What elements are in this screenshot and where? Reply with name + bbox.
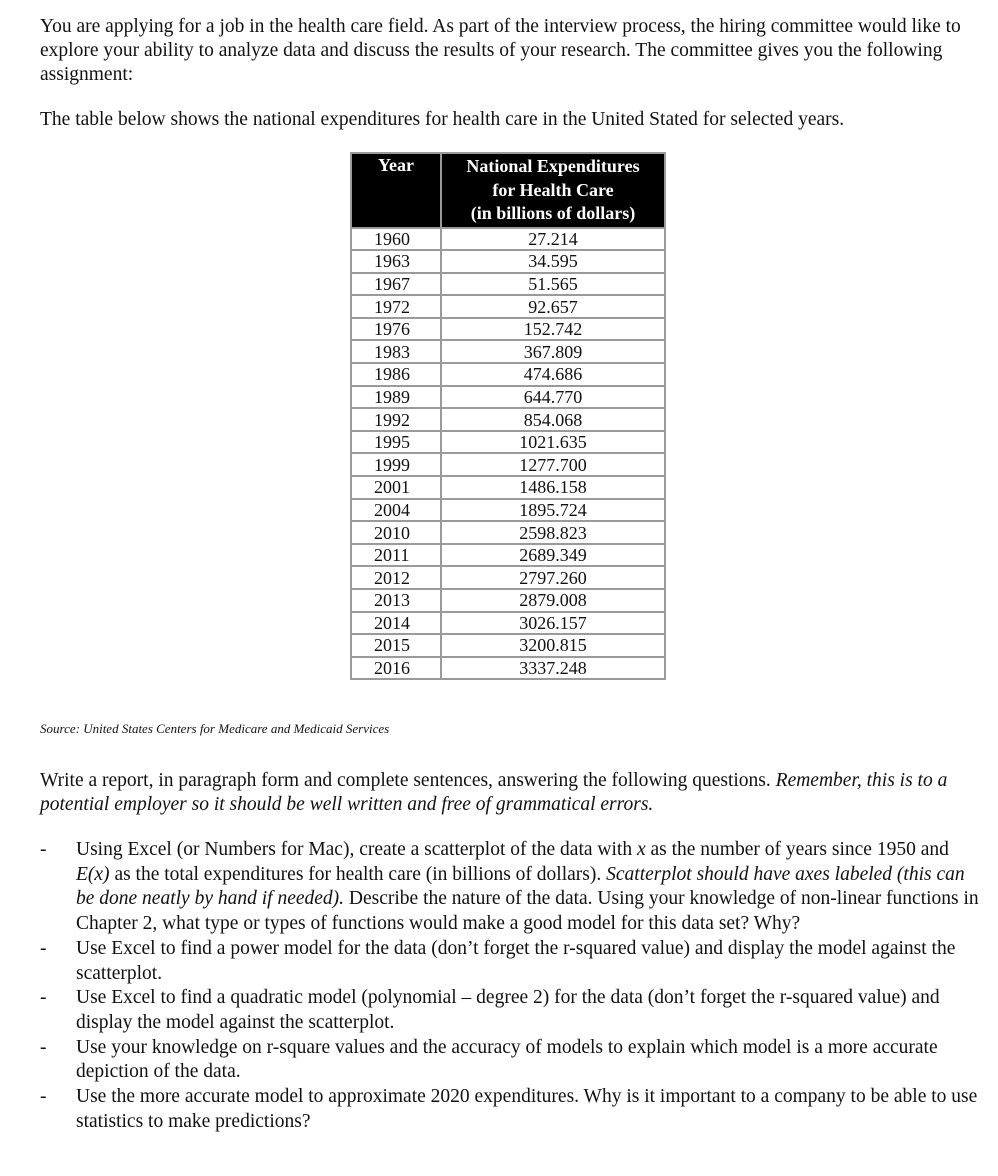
variable-e-of-x: E(x) (76, 863, 110, 885)
year-cell: 2011 (351, 544, 441, 567)
table-row (351, 634, 665, 657)
table-row (351, 544, 665, 567)
table-row (351, 612, 665, 635)
question-text: Use Excel to find a quadratic model (polynomial – degree 2) for the data (don’t forget the r-squared value) and display the model against the scatterplot. (76, 987, 940, 1033)
expenditure-cell: 2797.260 (441, 566, 665, 589)
year-cell: 2013 (351, 589, 441, 612)
table-row (351, 453, 665, 476)
list-item (40, 1085, 980, 1134)
expenditure-cell: 3200.815 (441, 634, 665, 657)
expenditure-cell: 367.809 (441, 340, 665, 363)
year-cell: 1960 (351, 228, 441, 251)
table-row (351, 589, 665, 612)
intro-paragraph: You are applying for a job in the health care field. As part of the interview process, the hiring committee would like to explore your ability to analyze data and discuss the results of your research. The committee gives you the following assignment: (40, 16, 961, 85)
year-cell: 1976 (351, 318, 441, 341)
expenditure-cell: 474.686 (441, 363, 665, 386)
list-item (40, 838, 980, 937)
table-row (351, 408, 665, 431)
table-row (351, 476, 665, 499)
table-header-row (351, 153, 665, 228)
expenditures-header-line: National Expenditures (466, 156, 640, 176)
expenditure-cell: 1021.635 (441, 431, 665, 454)
year-cell: 1992 (351, 408, 441, 431)
year-cell: 2012 (351, 566, 441, 589)
year-cell: 1989 (351, 386, 441, 409)
table-row (351, 431, 665, 454)
year-cell: 1963 (351, 250, 441, 273)
list-dash: - (40, 839, 47, 860)
question-text: Use your knowledge on r-square values and the accuracy of models to explain which model is a more accurate depiction of the data. (76, 1036, 938, 1083)
list-dash: - (40, 937, 47, 959)
question-text: as the number of years since 1950 and (645, 839, 949, 860)
source-citation: Source: United States Centers for Medicare and Medicaid Services (40, 721, 390, 736)
expenditure-cell: 2598.823 (441, 521, 665, 544)
year-cell: 2010 (351, 521, 441, 544)
list-item (40, 1036, 980, 1085)
table-row (351, 566, 665, 589)
expenditure-cell: 2879.008 (441, 589, 665, 612)
report-instructions-text: Write a report, in paragraph form and complete sentences, answering the following questions. (40, 770, 776, 791)
year-column-header: Year (351, 153, 441, 228)
year-cell: 2015 (351, 634, 441, 657)
table-row (351, 250, 665, 273)
expenditure-cell: 1895.724 (441, 499, 665, 522)
expenditure-cell: 51.565 (441, 273, 665, 296)
expenditure-cell: 1486.158 (441, 476, 665, 499)
expenditure-cell: 34.595 (441, 250, 665, 273)
table-row (351, 318, 665, 341)
table-row (351, 295, 665, 318)
expenditures-header-line: (in billions of dollars) (470, 203, 636, 223)
list-item (40, 986, 980, 1035)
year-cell: 1999 (351, 453, 441, 476)
expenditures-column-header (441, 153, 665, 228)
year-cell: 2001 (351, 476, 441, 499)
question-list (40, 838, 980, 1134)
question-text: as the total expenditures for health care (in billions of dollars). (109, 863, 607, 885)
table-lead-sentence: The table below shows the national expenditures for health care in the United Stated for selected years. (40, 109, 845, 130)
expenditure-cell: 854.068 (441, 408, 665, 431)
expenditure-cell: 92.657 (441, 295, 665, 318)
year-cell: 1972 (351, 295, 441, 318)
year-cell: 2004 (351, 499, 441, 522)
expenditure-cell: 27.214 (441, 228, 665, 251)
table-row (351, 657, 665, 680)
expenditure-cell: 1277.700 (441, 453, 665, 476)
report-instructions-emphasis: Remember, this is to a potential employer so it should be well written and free of grammatical errors. (40, 770, 948, 815)
table-row (351, 340, 665, 363)
list-dash: - (40, 1036, 47, 1058)
report-instructions (40, 769, 980, 817)
question-text: Using Excel (or Numbers for Mac), create a scatterplot of the data with (76, 839, 637, 860)
table-row (351, 521, 665, 544)
expenditure-cell: 644.770 (441, 386, 665, 409)
year-cell: 2014 (351, 612, 441, 635)
table-row (351, 499, 665, 522)
year-cell: 2016 (351, 657, 441, 680)
year-cell: 1967 (351, 273, 441, 296)
table-row (351, 273, 665, 296)
question-text: Describe the nature of the data. Using your knowledge of non-linear functions in Chapter 2, what type or types of functions would make a good model for this data set? Why? (76, 888, 979, 935)
table-row (351, 386, 665, 409)
year-cell: 1995 (351, 431, 441, 454)
question-text: Use Excel to find a power model for the data (don’t forget the r-squared value) and display the model against the scatterplot. (76, 937, 956, 984)
year-cell: 1983 (351, 340, 441, 363)
table-row (351, 228, 665, 251)
list-dash: - (40, 1086, 47, 1108)
question-emphasis: Scatterplot should have axes labeled (this can be done neatly by hand if needed). (76, 863, 965, 910)
expenditures-header-line: for Health Care (492, 179, 614, 200)
question-text: Use the more accurate model to approximate 2020 expenditures. Why is it important to a company to be able to use statistics to make predictions? (76, 1086, 978, 1132)
expenditure-cell: 3337.248 (441, 657, 665, 680)
list-item (40, 937, 980, 986)
expenditure-cell: 3026.157 (441, 612, 665, 635)
variable-x: x (636, 839, 646, 860)
expenditure-cell: 2689.349 (441, 544, 665, 567)
expenditure-cell: 152.742 (441, 318, 665, 341)
year-cell: 1986 (351, 363, 441, 386)
table-row (351, 363, 665, 386)
list-dash: - (40, 987, 47, 1009)
expenditures-table (350, 152, 666, 680)
